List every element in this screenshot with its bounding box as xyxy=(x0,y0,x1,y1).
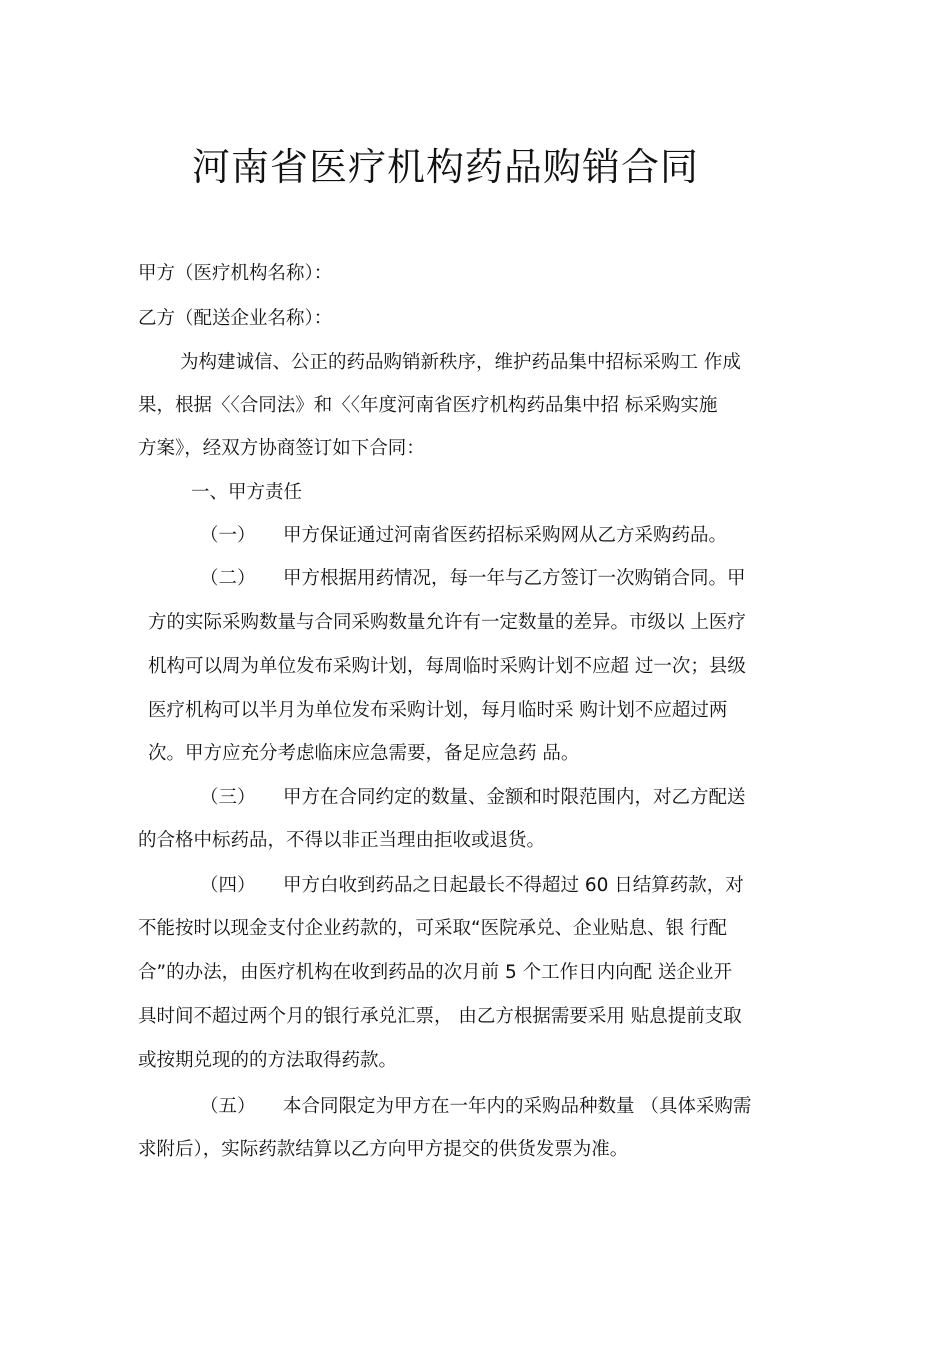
clause-text: 甲方根据用药情况，每一年与乙方签订一次购销合同。甲 xyxy=(283,568,746,589)
clause-number: （一） xyxy=(200,525,256,546)
clause-text: 次。甲方应充分考虑临床应急需要，备足应急药 品。 xyxy=(148,743,580,764)
clause-text: 合”的办法，由医疗机构在收到药品的次月前 5 个工作日内向配 送企业开 xyxy=(138,962,732,983)
clause-number: （三） xyxy=(200,787,256,808)
section-heading: 一、甲方责任 xyxy=(191,482,303,503)
preamble-line: 果，根据〈〈合同法》和〈〈年度河南省医疗机构药品集中招 标采购实施 xyxy=(138,395,718,416)
clause-text: 不能按时以现金支付企业药款的，可采取“医院承兑、企业贴息、银 行配 xyxy=(138,918,727,939)
clause-text: 甲方在合同约定的数量、金额和时限范围内，对乙方配送 xyxy=(283,787,746,808)
clause-text: 求附后），实际药款结算以乙方向甲方提交的供货发票为准。 xyxy=(138,1139,629,1160)
clause-text: 具时间不超过两个月的银行承兑汇票， 由乙方根据需要采用 贴息提前支取 xyxy=(138,1006,742,1027)
clause-text: 方的实际采购数量与合同采购数量允许有一定数量的差异。市级以 上医疗 xyxy=(148,612,746,633)
clause-text: 的合格中标药品，不得以非正当理由拒收或退货。 xyxy=(138,830,546,851)
clause-number: （二） xyxy=(200,568,256,589)
clause-text: 甲方白收到药品之日起最长不得超过 60 日结算药款，对 xyxy=(283,875,744,896)
clause-text: 医疗机构可以半月为单位发布采购计划，每月临时采 购计划不应超过两 xyxy=(148,700,728,721)
party-a-line: 甲方（医疗机构名称）： xyxy=(138,263,333,284)
clause-text: 或按期兑现的的方法取得药款。 xyxy=(138,1050,398,1071)
clause-number: （五） xyxy=(200,1096,256,1117)
preamble-line: 方案》，经双方协商签订如下合同： xyxy=(138,438,425,459)
clause-text: 本合同限定为甲方在一年内的采购品种数量 （具体采购需 xyxy=(283,1096,752,1117)
clause-text: 机构可以周为单位发布采购计划，每周临时采购计划不应超 过一次；县级 xyxy=(148,656,746,677)
document-title: 河南省医疗机构药品购销合同 xyxy=(192,145,700,189)
clause-number: （四） xyxy=(200,875,256,896)
clause-text: 甲方保证通过河南省医药招标采购网从乙方采购药品。 xyxy=(283,525,728,546)
party-b-line: 乙方（配送企业名称）： xyxy=(138,308,333,329)
preamble-line: 为构建诚信、公正的药品购销新秩序，维护药品集中招标采购工 作成 xyxy=(180,352,741,373)
